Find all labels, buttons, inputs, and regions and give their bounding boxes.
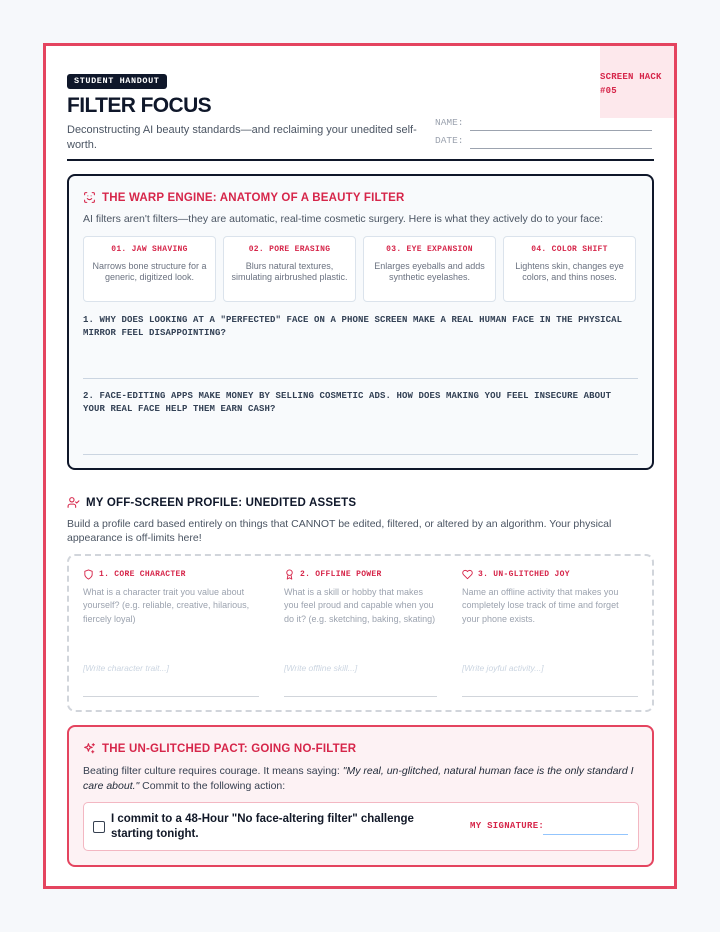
question-2: 2. FACE-EDITING APPS MAKE MONEY BY SELLING COSMETIC ADS. HOW DOES MAKING YOU FEEL INSECURE ABOUT YOUR REAL FACE HELP THEM EARN CASH?	[83, 391, 612, 414]
filter-card-eye	[363, 236, 496, 302]
header-divider	[67, 159, 654, 161]
signature-label: MY SIGNATURE:	[470, 821, 545, 831]
asset-desc: Name an offline activity that makes you completely lose track of time and forget your phone exists.	[462, 587, 619, 624]
page-subtitle: Deconstructing AI beauty standards—and reclaiming your unedited self-worth.	[67, 124, 417, 151]
card-desc: Lightens skin, changes eye colors, and thins noses.	[515, 261, 624, 282]
answer-line-2[interactable]	[83, 454, 638, 455]
heart-icon	[462, 569, 473, 580]
pact-section	[67, 725, 654, 867]
pact-quote: "My real, un-glitched, natural human face is the only standard I care about."	[83, 765, 634, 792]
screen-hack-number: #05	[600, 86, 617, 96]
asset-answer-line[interactable]	[462, 696, 638, 697]
unedited-assets-box	[67, 554, 654, 712]
card-title: 01. JAW SHAVING	[111, 245, 188, 254]
signature-line[interactable]	[543, 834, 628, 835]
asset-title: 1. CORE CHARACTER	[99, 570, 186, 579]
asset-placeholder: [Write character trait...]	[83, 663, 169, 673]
page-title: FILTER FOCUS	[67, 94, 212, 117]
asset-desc: What is a character trait you value about yourself? (e.g. reliable, creative, hilarious, fiercely loyal)	[83, 587, 250, 624]
warp-engine-heading	[83, 191, 405, 204]
profile-intro: Build a profile card based entirely on things that CANNOT be edited, filtered, or altered by an algorithm. Your physical appearance is off-limits here!	[67, 518, 612, 544]
date-label: DATE:	[435, 135, 464, 146]
asset-heading	[462, 569, 638, 580]
commitment-text: I commit to a 48-Hour "No face-altering filter" challenge starting tonight.	[111, 813, 414, 840]
name-field[interactable]	[435, 117, 653, 131]
screen-hack-tag	[600, 46, 674, 118]
filter-cards	[83, 236, 636, 302]
asset-title: 2. OFFLINE POWER	[300, 570, 382, 579]
user-check-icon	[67, 496, 80, 509]
profile-title: MY OFF-SCREEN PROFILE: UNEDITED ASSETS	[86, 496, 357, 509]
asset-heading	[284, 569, 437, 580]
card-desc: Enlarges eyeballs and adds synthetic eyelashes.	[374, 261, 485, 282]
asset-placeholder: [Write joyful activity...]	[462, 663, 544, 673]
card-title: 02. PORE ERASING	[248, 245, 331, 254]
asset-core-character	[83, 569, 259, 673]
handout-badge: STUDENT HANDOUT	[67, 74, 167, 89]
pact-heading	[83, 742, 356, 755]
commitment-box	[83, 802, 639, 851]
card-title: 04. COLOR SHIFT	[531, 245, 608, 254]
filter-card-jaw	[83, 236, 216, 302]
warp-engine-title: THE WARP ENGINE: ANATOMY OF A BEAUTY FILTER	[102, 191, 405, 204]
pact-text-tail: Commit to the following action:	[139, 780, 286, 792]
date-field[interactable]	[435, 135, 653, 149]
pact-title: THE UN-GLITCHED PACT: GOING NO-FILTER	[102, 742, 357, 755]
asset-answer-line[interactable]	[284, 696, 437, 697]
filter-card-pore	[223, 236, 356, 302]
name-label: NAME:	[435, 117, 464, 128]
warp-engine-section	[67, 174, 654, 470]
pact-text-lead: Beating filter culture requires courage. It means saying:	[83, 765, 343, 777]
asset-offline-power	[284, 569, 437, 673]
name-line[interactable]	[470, 130, 652, 131]
asset-title: 3. UN-GLITCHED JOY	[478, 570, 570, 579]
card-desc: Blurs natural textures, simulating airbrushed plastic.	[231, 261, 348, 282]
shield-icon	[83, 569, 94, 580]
question-1: 1. WHY DOES LOOKING AT A "PERFECTED" FACE ON A PHONE SCREEN MAKE A REAL HUMAN FACE IN THE PHYSICAL MIRROR FEEL DISAPPOINTING?	[83, 315, 623, 338]
filter-card-color	[503, 236, 636, 302]
answer-line-1[interactable]	[83, 378, 638, 379]
handout-sheet	[43, 43, 677, 889]
pact-text	[83, 764, 638, 794]
screen-hack-label: SCREEN HACK	[600, 72, 662, 82]
profile-heading	[67, 496, 356, 509]
award-icon	[284, 569, 295, 580]
warp-engine-intro: AI filters aren't filters—they are automatic, real-time cosmetic surgery. Here is what they actively do to your face:	[83, 213, 604, 225]
scan-face-icon	[83, 191, 96, 204]
sparkles-icon	[83, 742, 96, 755]
card-desc: Narrows bone structure for a generic, digitized look.	[92, 261, 207, 282]
date-line[interactable]	[470, 148, 652, 149]
asset-unglitched-joy	[462, 569, 638, 673]
asset-desc: What is a skill or hobby that makes you feel proud and capable when you do it? (e.g. sketching, baking, skating)	[284, 587, 436, 624]
asset-answer-line[interactable]	[83, 696, 259, 697]
asset-heading	[83, 569, 259, 580]
asset-placeholder: [Write offline skill...]	[284, 663, 358, 673]
card-title: 03. EYE EXPANSION	[386, 245, 473, 254]
commit-checkbox[interactable]	[93, 821, 105, 833]
